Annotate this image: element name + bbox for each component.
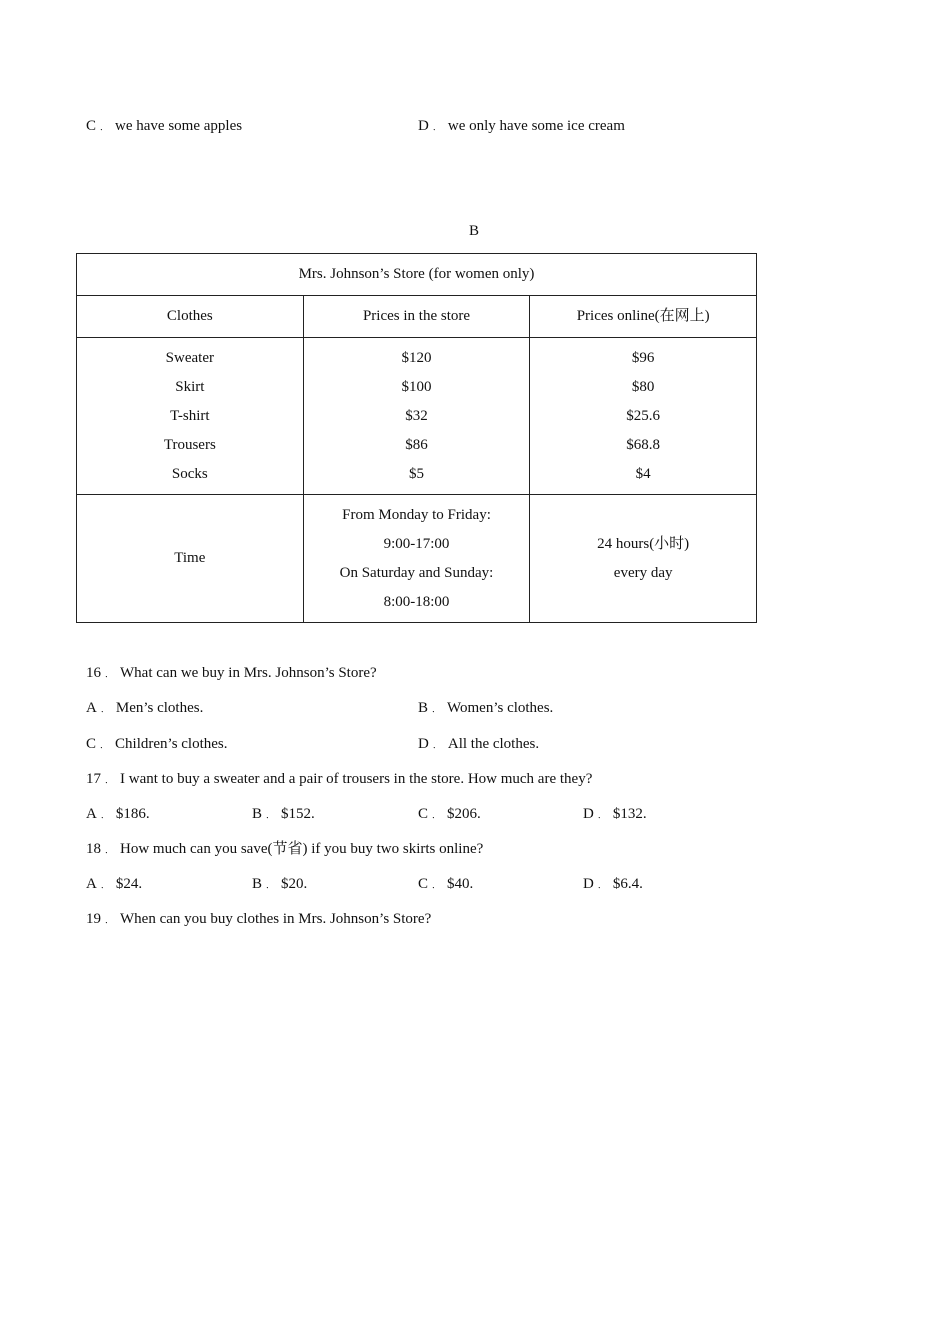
question-19: 19 ． When can you buy clothes in Mrs. Johnson’s Store? xyxy=(86,911,432,927)
q18-option-c: C ． $40. xyxy=(418,876,474,892)
q18-option-b: B ． $20. xyxy=(252,876,308,892)
store-time-line: 8:00-18:00 xyxy=(383,593,450,610)
header-clothes: Clothes xyxy=(77,296,304,338)
store-price: $32 xyxy=(405,407,428,424)
time-label: Time xyxy=(77,495,304,623)
q17-option-c: C ． $206. xyxy=(418,806,481,822)
q16-option-a: A ． Men’s clothes. xyxy=(86,700,204,716)
q16-option-b: B ． Women’s clothes. xyxy=(418,700,554,716)
header-online-prices: Prices online(在网上) xyxy=(530,296,757,338)
q16-option-d: D ． All the clothes. xyxy=(418,736,540,752)
q18-option-a: A ． $24. xyxy=(86,876,143,892)
online-price: $4 xyxy=(635,465,651,482)
price-table xyxy=(76,253,757,623)
q17-option-d: D ． $132. xyxy=(583,806,647,822)
question-16: 16 ． What can we buy in Mrs. Johnson’s Store? xyxy=(86,665,377,681)
online-price: $96 xyxy=(631,349,655,366)
online-price: $80 xyxy=(631,378,655,395)
store-time-line: On Saturday and Sunday: xyxy=(339,564,494,581)
items-cell xyxy=(77,338,304,495)
table-title: Mrs. Johnson’s Store (for women only) xyxy=(77,254,757,296)
online-prices-cell xyxy=(530,338,757,495)
item: Sweater xyxy=(165,349,214,366)
q17-option-b: B ． $152. xyxy=(252,806,315,822)
header-store-prices: Prices in the store xyxy=(303,296,530,338)
store-price: $120 xyxy=(401,349,432,366)
section-label: B xyxy=(469,223,480,239)
store-price: $5 xyxy=(408,465,424,482)
store-time-line: 9:00-17:00 xyxy=(383,535,450,552)
question-18: 18 ． How much can you save(节省) if you buy two skirts online? xyxy=(86,841,484,857)
question-17: 17 ． I want to buy a sweater and a pair of trousers in the store. How much are they? xyxy=(86,771,593,787)
q17-option-a: A ． $186. xyxy=(86,806,150,822)
store-prices-cell xyxy=(303,338,530,495)
online-time-line: 24 hours(小时) xyxy=(597,535,690,552)
item: T-shirt xyxy=(170,407,210,424)
store-price: $86 xyxy=(405,436,428,453)
item: Trousers xyxy=(163,436,216,453)
online-price: $68.8 xyxy=(626,436,661,453)
store-time-line: From Monday to Friday: xyxy=(342,506,491,523)
online-time-line: every day xyxy=(613,564,673,581)
q16-option-c: C ． Children’s clothes. xyxy=(86,736,228,752)
store-price: $100 xyxy=(401,378,432,395)
option-c: C ． we have some apples xyxy=(86,118,243,134)
store-time-cell xyxy=(303,495,530,623)
q18-option-d: D ． $6.4. xyxy=(583,876,643,892)
item: Socks xyxy=(171,465,208,482)
online-price: $25.6 xyxy=(626,407,661,424)
option-d: D ． we only have some ice cream xyxy=(418,118,625,134)
online-time-cell xyxy=(530,495,757,623)
item: Skirt xyxy=(175,378,205,395)
